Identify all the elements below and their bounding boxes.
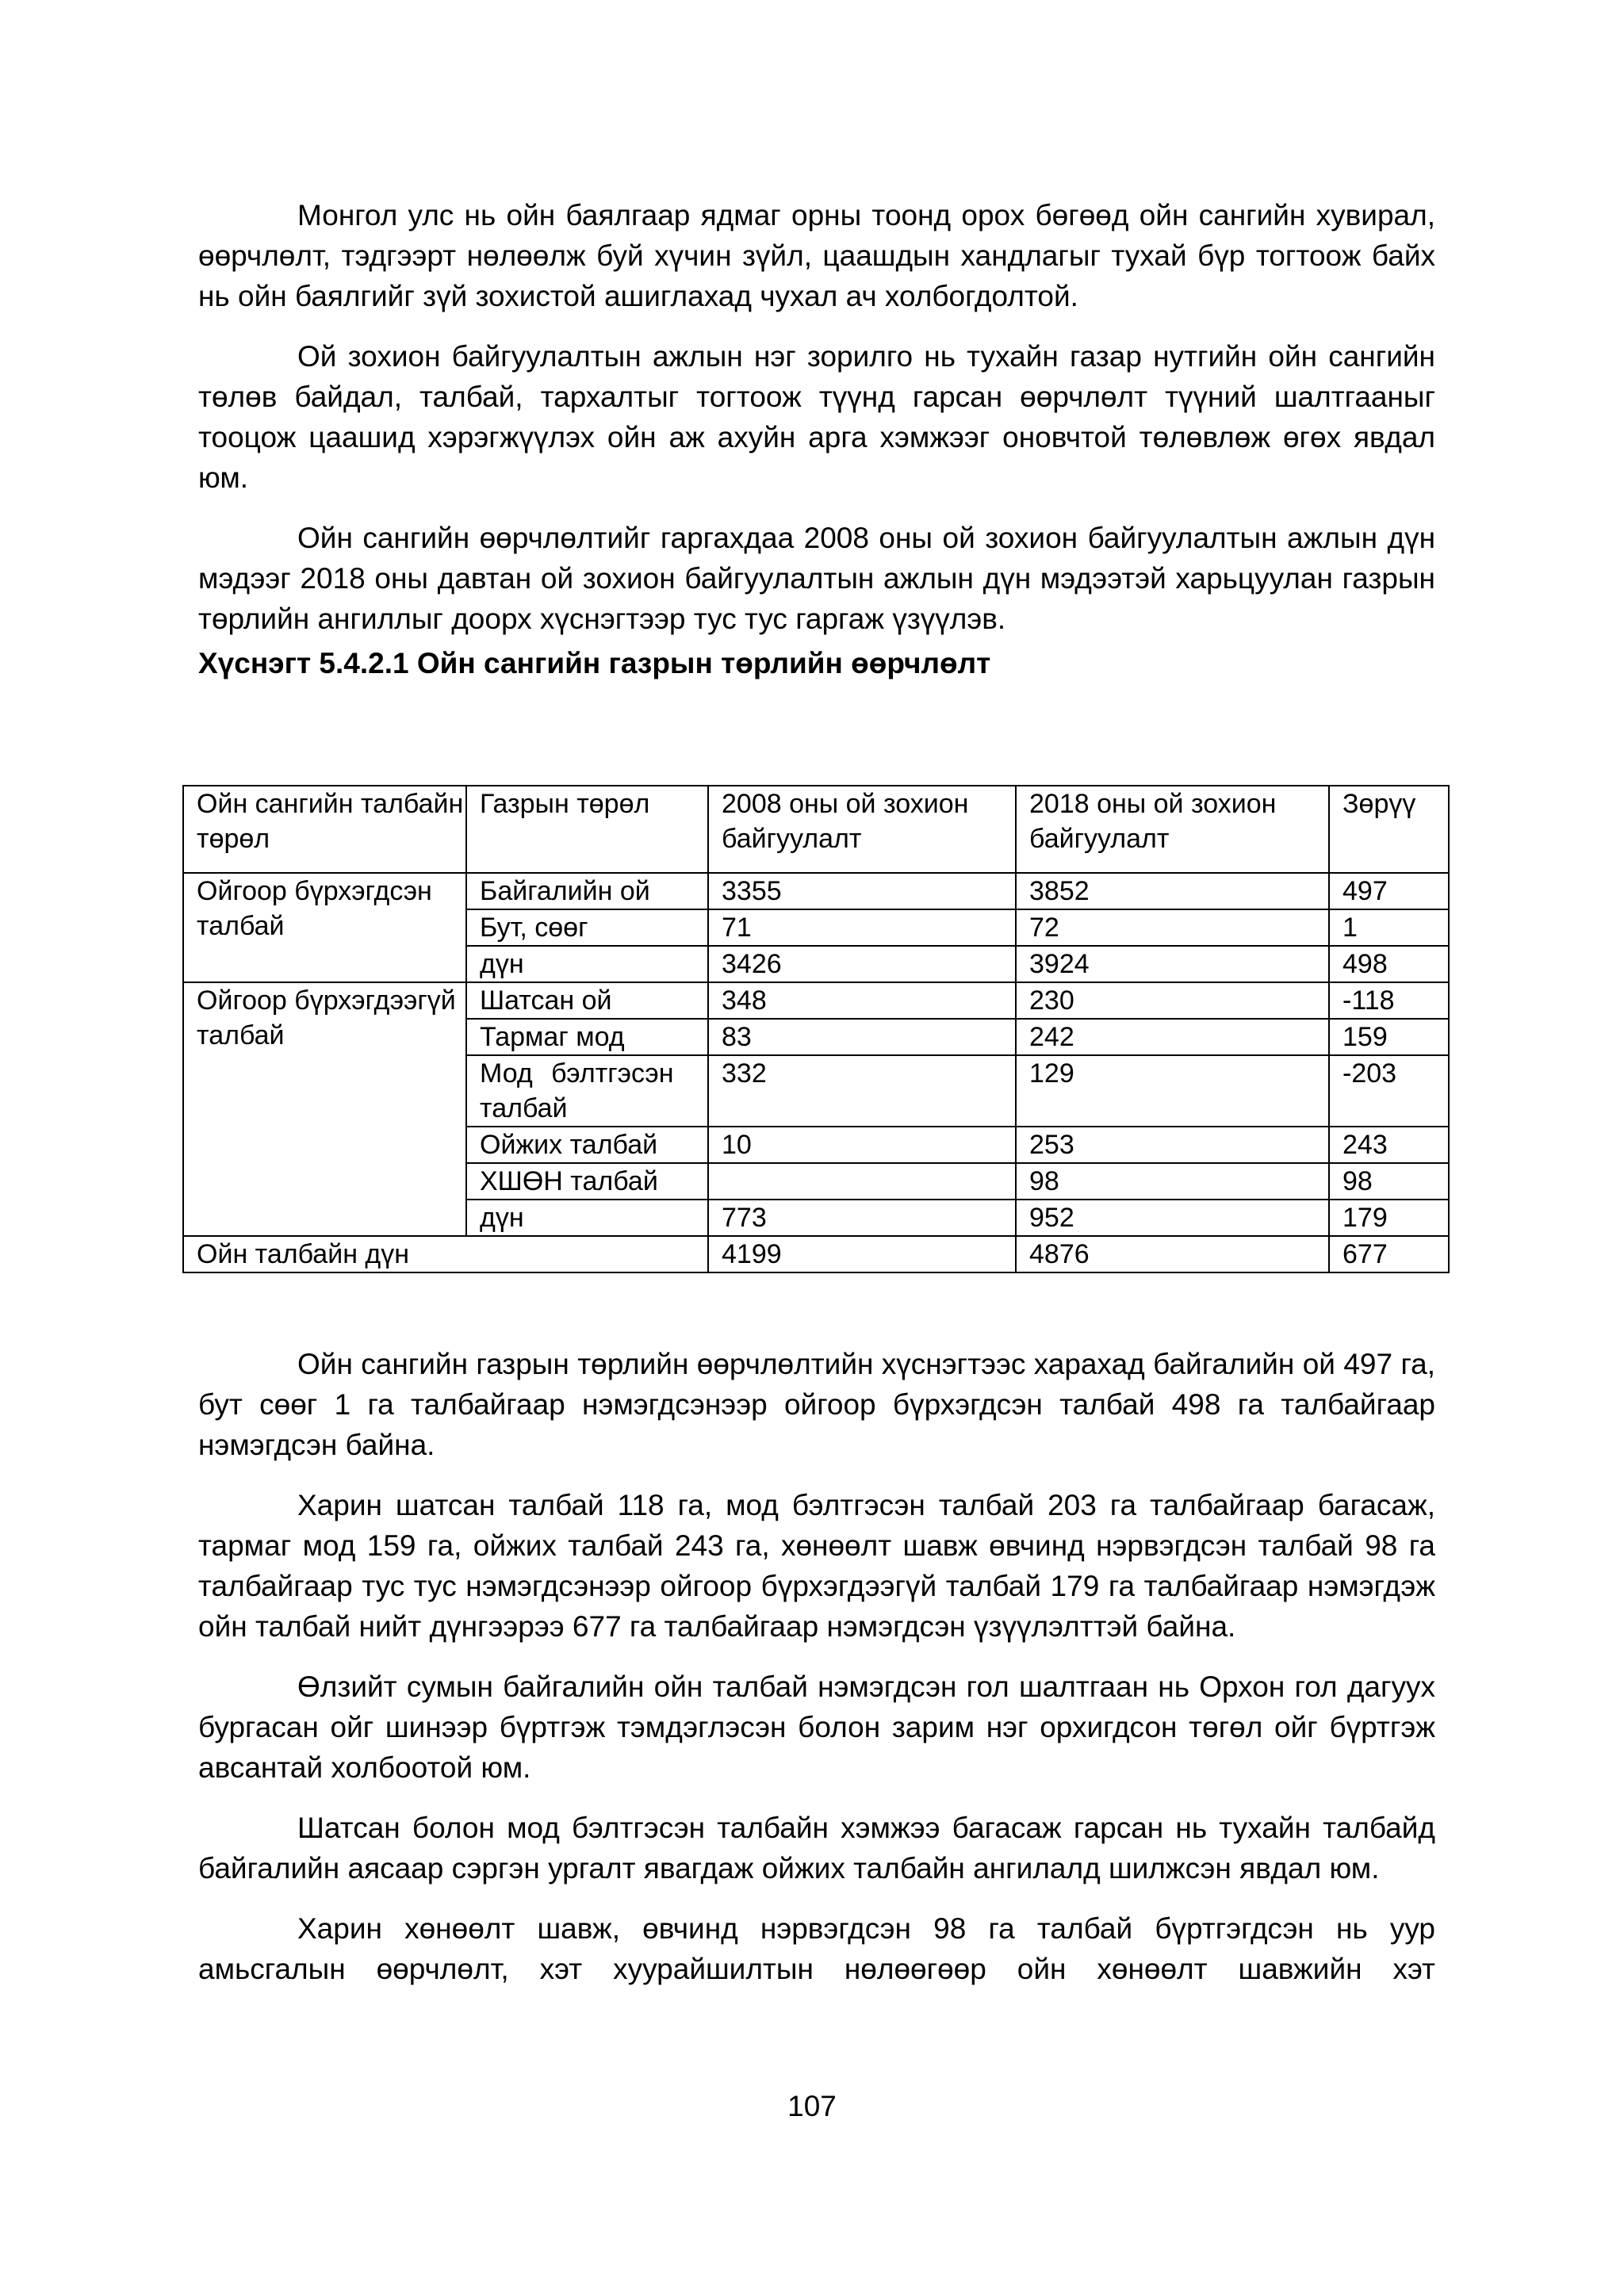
paragraph: Монгол улс нь ойн баялгаар ядмаг орны тоонд орох бөгөөд ойн сангийн хувирал, өөрчлөлт, тэдгээрт нөлөөлж буй хүчин зүйл, цаашдын хандлагыг тухай бүр тогтоож байх нь ойн баялгийг зүй зохистой ашиглахад чухал ач холбогдолтой. xyxy=(198,199,1435,312)
table-cell: дүн xyxy=(466,1200,708,1236)
table-total-row xyxy=(183,1236,1449,1272)
table-cell: -118 xyxy=(1329,982,1449,1019)
group-label: Ойгоор бүрхэгдээгүй талбай xyxy=(183,982,466,1236)
paragraph: Шатсан болон мод бэлтгэсэн талбайн хэмжээ багасаж гарсан нь тухайн талбайд байгалийн аясаар сэргэн ургалт явагдаж ойжих талбайн ангилалд шилжсэн явдал юм. xyxy=(198,1812,1435,1885)
table-cell: 497 xyxy=(1329,873,1449,909)
table-cell: -203 xyxy=(1329,1055,1449,1127)
document-body-bottom xyxy=(198,1344,1435,2009)
total-label: Ойн талбайн дүн xyxy=(183,1236,708,1272)
table-cell: Мод бэлтгэсэн талбай xyxy=(466,1055,708,1127)
table-cell: ХШӨН талбай xyxy=(466,1163,708,1200)
table-cell: 677 xyxy=(1329,1236,1449,1272)
table-cell: 129 xyxy=(1016,1055,1329,1127)
paragraph: Ой зохион байгуулалтын ажлын нэг зорилго нь тухайн газар нутгийн ойн сангийн төлөв байдал, талбай, тархалтыг тогтоож түүнд гарсан өөрчлөлт түүний шалтгааныг тооцож цаашид хэрэгжүүлэх ойн аж ахуйн арга хэмжээг оновчтой төлөвлөж өгөх явдал юм. xyxy=(198,340,1435,494)
table-cell: 98 xyxy=(1329,1163,1449,1200)
table-cell: 98 xyxy=(1016,1163,1329,1200)
table-cell: 332 xyxy=(708,1055,1016,1127)
table-cell: 4199 xyxy=(708,1236,1016,1272)
paragraph: Ойн сангийн өөрчлөлтийг гаргахдаа 2008 оны ой зохион байгуулалтын ажлын дүн мэдээг 2018 оны давтан ой зохион байгуулалтын ажлын дүн мэдээтэй харьцуулан газрын төрлийн ангиллыг доорх хүснэгтээр тус тус гаргаж үзүүлэв. xyxy=(198,522,1435,635)
table-cell: 4876 xyxy=(1016,1236,1329,1272)
table-cell: 159 xyxy=(1329,1019,1449,1055)
header-cell: 2008 оны ой зохион байгуулалт xyxy=(708,786,1016,873)
table-cell: Шатсан ой xyxy=(466,982,708,1019)
header-cell: 2018 оны ой зохион байгуулалт xyxy=(1016,786,1329,873)
table-cell: 83 xyxy=(708,1019,1016,1055)
table-cell: 179 xyxy=(1329,1200,1449,1236)
table-cell: 242 xyxy=(1016,1019,1329,1055)
forest-land-change-table xyxy=(182,785,1450,1273)
paragraph: Харин хөнөөлт шавж, өвчинд нэрвэгдсэн 98 га талбай бүртгэгдсэн нь уур амьсгалын өөрчлөлт, хэт хуурайшилтын нөлөөгөөр ойн хөнөөлт шавжийн хэт xyxy=(198,1912,1435,1985)
table-cell: 72 xyxy=(1016,909,1329,946)
table-cell: дүн xyxy=(466,946,708,982)
table-cell: 952 xyxy=(1016,1200,1329,1236)
table-row xyxy=(183,873,1449,909)
table-header-row xyxy=(183,786,1449,873)
table-row xyxy=(183,982,1449,1019)
table-cell: Байгалийн ой xyxy=(466,873,708,909)
table-cell: Бут, сөөг xyxy=(466,909,708,946)
document-body-top xyxy=(198,195,1435,682)
table-cell: 1 xyxy=(1329,909,1449,946)
paragraph: Өлзийт сумын байгалийн ойн талбай нэмэгдсэн гол шалтгаан нь Орхон гол дагуух бургасан ойг шинээр бүртгэж тэмдэглэсэн болон зарим нэг орхигдсон төгөл ойг бүртгэж авсантай холбоотой юм. xyxy=(198,1670,1435,1784)
table-cell: 3355 xyxy=(708,873,1016,909)
header-cell: Ойн сангийн талбайн төрөл xyxy=(183,786,466,873)
table-cell: 3852 xyxy=(1016,873,1329,909)
table-cell: 773 xyxy=(708,1200,1016,1236)
paragraph: Харин шатсан талбай 118 га, мод бэлтгэсэн талбай 203 га талбайгаар багасаж, тармаг мод 159 га, ойжих талбай 243 га, хөнөөлт шавж өвчинд нэрвэгдсэн талбай 98 га талбайгаар тус тус нэмэгдсэнээр ойгоор бүрхэгдээгүй талбай 179 га талбайгаар нэмэгдэж ойн талбай нийт дүнгээрээ 677 га талбайгаар нэмэгдсэн үзүүлэлттэй байна. xyxy=(198,1489,1435,1643)
page-number: 107 xyxy=(787,2090,837,2122)
paragraph: Ойн сангийн газрын төрлийн өөрчлөлтийн хүснэгтээс харахад байгалийн ой 497 га, бут сөөг 1 га талбайгаар нэмэгдсэнээр ойгоор бүрхэгдсэн талбай 498 га талбайгаар нэмэгдсэн байна. xyxy=(198,1348,1435,1461)
table-cell: 348 xyxy=(708,982,1016,1019)
table-cell: 3426 xyxy=(708,946,1016,982)
table-cell: 71 xyxy=(708,909,1016,946)
table-cell: Ойжих талбай xyxy=(466,1127,708,1163)
table-cell: 230 xyxy=(1016,982,1329,1019)
header-cell: Газрын төрөл xyxy=(466,786,708,873)
table-cell xyxy=(708,1163,1016,1200)
table-cell: 243 xyxy=(1329,1127,1449,1163)
header-cell: Зөрүү xyxy=(1329,786,1449,873)
table-cell: 498 xyxy=(1329,946,1449,982)
group-label: Ойгоор бүрхэгдсэн талбай xyxy=(183,873,466,982)
table-caption: Хүснэгт 5.4.2.1 Ойн сангийн газрын төрлийн өөрчлөлт xyxy=(198,647,991,679)
table-cell: 253 xyxy=(1016,1127,1329,1163)
table-cell: Тармаг мод xyxy=(466,1019,708,1055)
table-cell: 3924 xyxy=(1016,946,1329,982)
table-cell: 10 xyxy=(708,1127,1016,1163)
